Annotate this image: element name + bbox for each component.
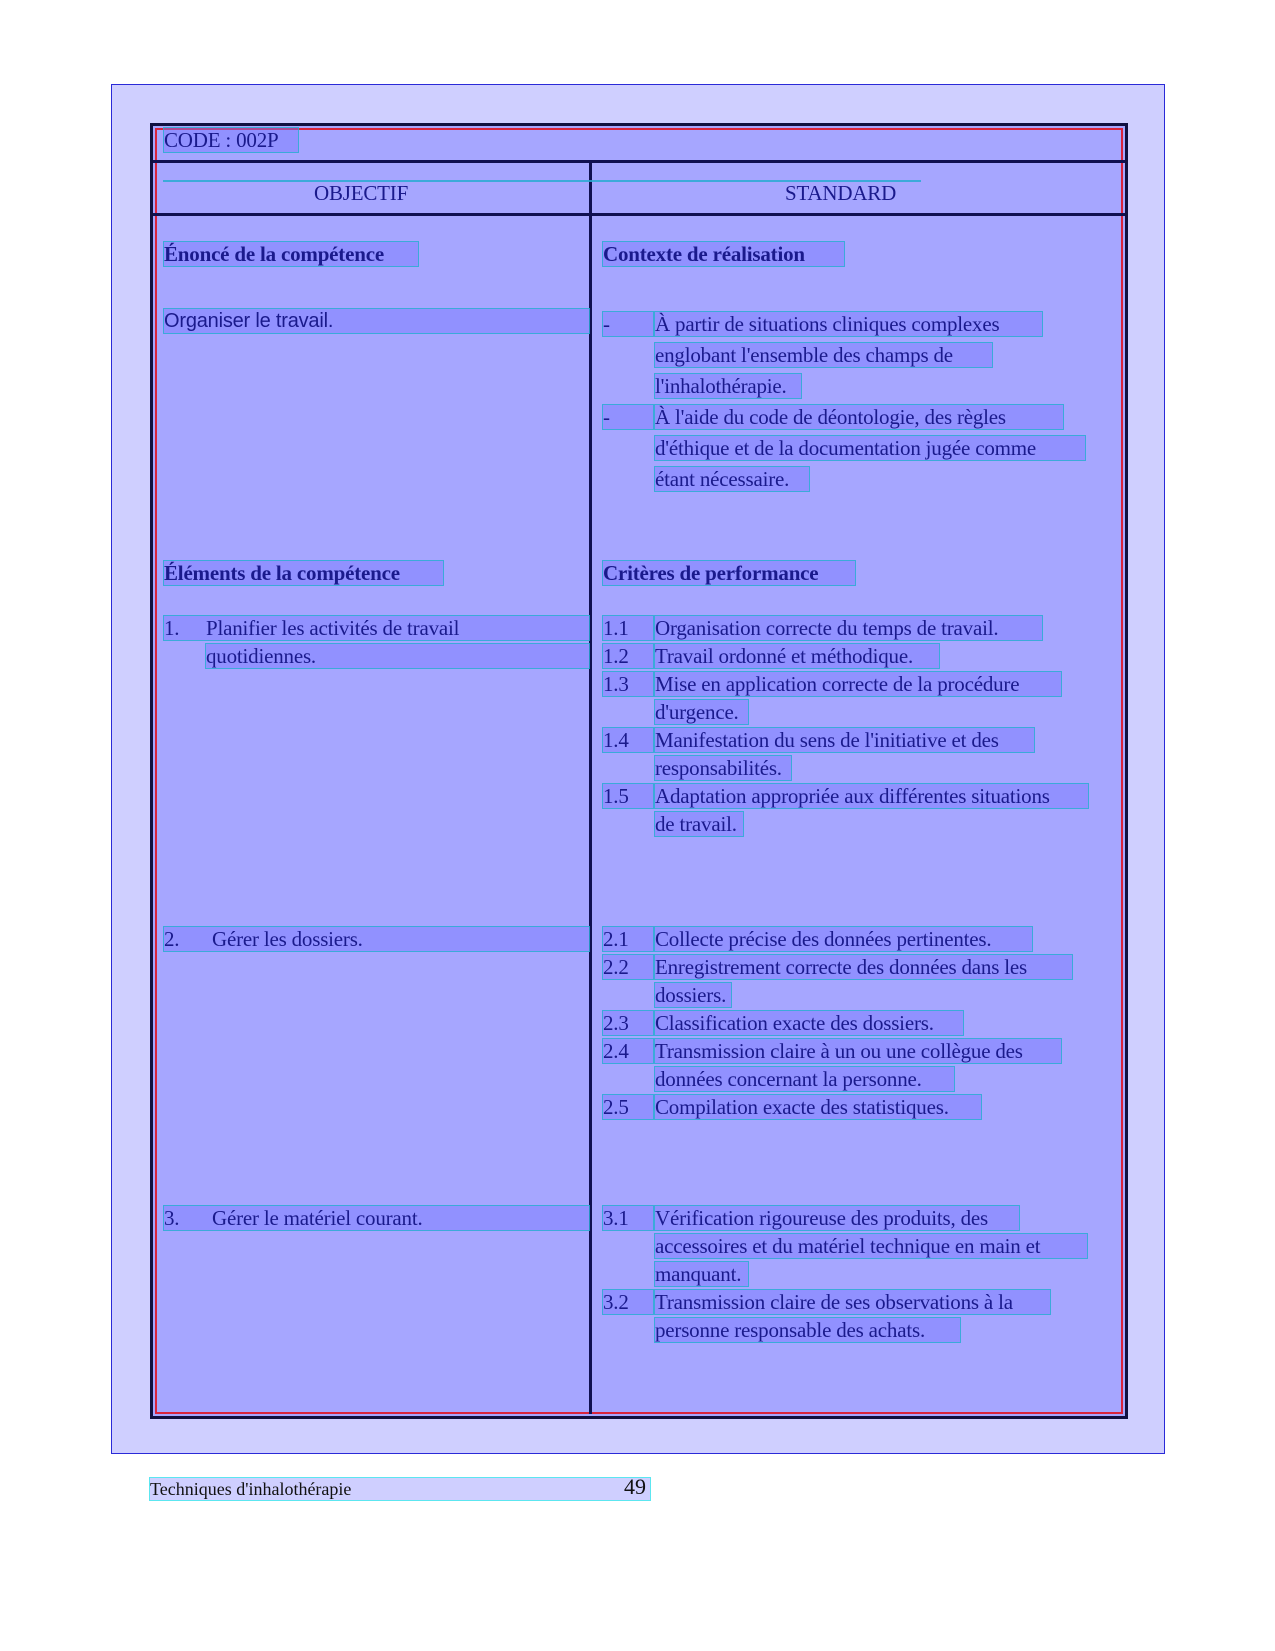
contexte-line: englobant l'ensemble des champs de [655,343,992,367]
critere-text: personne responsable des achats. [655,1318,960,1342]
critere-text: Vérification rigoureuse des produits, des [655,1206,1019,1230]
critere-text: Travail ordonné et méthodique. [655,644,939,668]
critere-text: Compilation exacte des statistiques. [655,1095,981,1119]
header-standard: STANDARD [785,181,897,205]
contexte-heading: Contexte de réalisation [603,242,844,266]
elements-heading: Éléments de la compétence [164,561,443,585]
element-number: 3. [164,1206,180,1230]
critere-text: accessoires et du matériel technique en main et [655,1234,1087,1258]
element-text: Gérer les dossiers. [212,927,363,951]
critere-text: Transmission claire à un ou une collègue des [655,1039,1061,1063]
header-divider-top [153,160,1125,163]
critere-number: 1.4 [603,728,653,752]
critere-text: Organisation correcte du temps de travail. [655,616,1042,640]
header-objectif: OBJECTIF [314,181,409,205]
contexte-line: d'éthique et de la documentation jugée comme [655,436,1085,460]
element-item-3 [164,1206,589,1230]
element-number: 2. [164,927,180,951]
critere-number: 3.2 [603,1290,653,1314]
enonce-heading: Énoncé de la compétence [164,242,418,266]
criteres-heading: Critères de performance [603,561,855,585]
contexte-bullet: - [603,312,653,336]
element-number: 1. [164,616,180,640]
critere-number: 2.4 [603,1039,653,1063]
critere-text: manquant. [655,1262,748,1286]
page-number: 49 [624,1474,646,1499]
critere-text: Transmission claire de ses observations à la [655,1290,1050,1314]
critere-text: d'urgence. [655,700,748,724]
critere-text: données concernant la personne. [655,1067,954,1091]
critere-number: 2.2 [603,955,653,979]
contexte-line: l'inhalothérapie. [655,374,801,398]
critere-number: 1.5 [603,784,653,808]
critere-text: de travail. [655,812,743,836]
critere-text: dossiers. [655,983,731,1007]
contexte-line: À partir de situations cliniques complexes [655,312,1042,336]
critere-text: Collecte précise des données pertinentes. [655,927,1032,951]
critere-text: Mise en application correcte de la procédure [655,672,1061,696]
element-text: quotidiennes. [206,644,589,668]
critere-number: 2.5 [603,1095,653,1119]
element-item-2 [164,927,589,951]
critere-text: Manifestation du sens de l'initiative et des [655,728,1034,752]
contexte-line: étant nécessaire. [655,467,809,491]
footer-title: Techniques d'inhalothérapie [150,1478,650,1500]
critere-number: 1.2 [603,644,653,668]
element-text: Gérer le matériel courant. [212,1206,423,1230]
critere-text: Adaptation appropriée aux différentes situations [655,784,1088,808]
critere-number: 2.1 [603,927,653,951]
column-divider [589,163,592,1414]
element-item-1 [164,616,589,640]
code-label: CODE : 002P [164,128,298,152]
critere-number: 3.1 [603,1206,653,1230]
enonce-text: Organiser le travail. [164,309,589,333]
critere-text: Classification exacte des dossiers. [655,1011,963,1035]
critere-number: 2.3 [603,1011,653,1035]
critere-number: 1.1 [603,616,653,640]
critere-number: 1.3 [603,672,653,696]
element-text: Planifier les activités de travail [206,616,460,640]
critere-text: Enregistrement correcte des données dans les [655,955,1072,979]
contexte-bullet: - [603,405,653,429]
critere-text: responsabilités. [655,756,791,780]
header-divider-bottom [153,213,1125,216]
contexte-line: À l'aide du code de déontologie, des règles [655,405,1063,429]
